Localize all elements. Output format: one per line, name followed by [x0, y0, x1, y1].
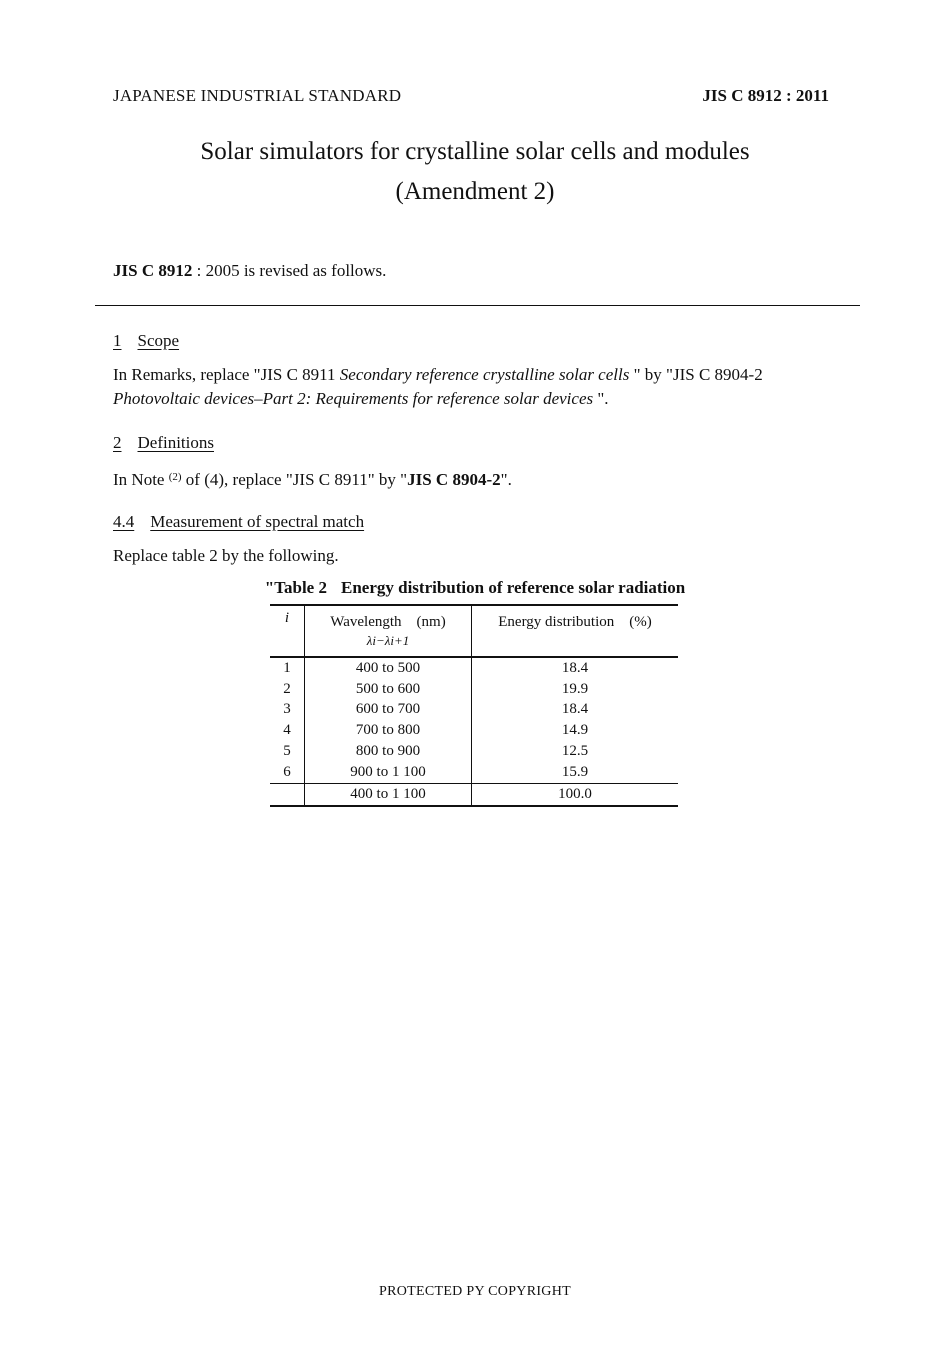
- table-title: Energy distribution of reference solar radiation: [340, 578, 686, 597]
- total-range: 400 to 1 100: [305, 783, 472, 805]
- table-total-row: [270, 783, 678, 805]
- section-number: 4.4: [113, 512, 135, 531]
- document-title: Solar simulators for crystalline solar cells and modules: [200, 138, 750, 165]
- table-row: [270, 762, 678, 783]
- scope-paragraph: [113, 363, 843, 411]
- row-wavelength: 500 to 600: [305, 679, 472, 700]
- row-energy: 15.9: [561, 763, 589, 780]
- definitions-paragraph: [113, 465, 843, 492]
- row-energy: 14.9: [561, 722, 589, 739]
- italic-title: Photovoltaic devices–Part 2: Requirements for reference solar devices: [113, 389, 594, 408]
- row-energy: 18.4: [561, 701, 589, 718]
- table-row: [270, 700, 678, 721]
- table-row: [270, 741, 678, 762]
- row-energy: 12.5: [561, 743, 589, 760]
- row-index: 2: [270, 679, 305, 700]
- section-number: 1: [113, 331, 122, 350]
- italic-title: Secondary reference crystalline solar cells: [339, 365, 630, 384]
- row-index: 1: [270, 657, 305, 679]
- document-subtitle: (Amendment 2): [395, 178, 555, 205]
- row-energy: 19.9: [561, 680, 589, 697]
- row-wavelength: 900 to 1 100: [305, 762, 472, 783]
- row-wavelength: 700 to 800: [305, 720, 472, 741]
- text: of (4), replace "JIS C 8911" by ": [181, 470, 408, 489]
- header-wavelength-label: Wavelength (nm): [330, 614, 446, 630]
- energy-distribution-table: [270, 604, 678, 807]
- row-energy: 18.4: [561, 659, 589, 676]
- table-row: [270, 657, 678, 679]
- header-i-label: i: [284, 610, 290, 626]
- table-caption: [0, 578, 950, 598]
- text: In Remarks, replace "JIS C 8911: [113, 365, 340, 384]
- copyright-footer: PROTECTED PY COPYRIGHT: [379, 1284, 571, 1299]
- text: " by "JIS C 8904-2: [629, 365, 763, 384]
- header-energy: Energy distribution (%): [498, 614, 652, 630]
- text: ".: [593, 389, 609, 408]
- total-value: 100.0: [558, 785, 592, 802]
- section-title: Scope: [137, 331, 180, 350]
- row-index: 6: [270, 762, 305, 783]
- table-row: [270, 679, 678, 700]
- divider: [95, 305, 860, 306]
- text: ".: [500, 470, 512, 489]
- total-i: [270, 783, 305, 805]
- section-title: Definitions: [137, 433, 214, 452]
- row-index: 4: [270, 720, 305, 741]
- table-number: "Table 2: [264, 578, 327, 597]
- note-superscript: (2): [168, 471, 182, 483]
- text: In Note: [113, 470, 169, 489]
- section-heading-scope: [113, 331, 179, 351]
- table-row: [270, 720, 678, 741]
- revision-statement: [113, 261, 386, 281]
- row-index: 5: [270, 741, 305, 762]
- row-wavelength: 400 to 500: [305, 657, 472, 679]
- header-wavelength: [305, 605, 472, 657]
- lambda-formula: λi−λi+1: [366, 633, 410, 648]
- spectral-paragraph: Replace table 2 by the following.: [113, 546, 339, 565]
- header-i: [270, 605, 305, 657]
- bold-reference: JIS C 8904-2: [407, 470, 501, 489]
- section-title: Measurement of spectral match: [150, 512, 365, 531]
- standard-number: JIS C 8912 : 2011: [702, 86, 829, 105]
- section-heading-spectral: [113, 512, 364, 532]
- row-wavelength: 600 to 700: [305, 700, 472, 721]
- row-index: 3: [270, 700, 305, 721]
- revision-text: : 2005 is revised as follows.: [192, 261, 387, 280]
- revised-standard: JIS C 8912: [113, 261, 193, 280]
- standard-label: JAPANESE INDUSTRIAL STANDARD: [113, 86, 402, 105]
- table-header-row: [270, 605, 678, 657]
- section-heading-definitions: [113, 433, 214, 453]
- section-number: 2: [113, 433, 122, 452]
- row-wavelength: 800 to 900: [305, 741, 472, 762]
